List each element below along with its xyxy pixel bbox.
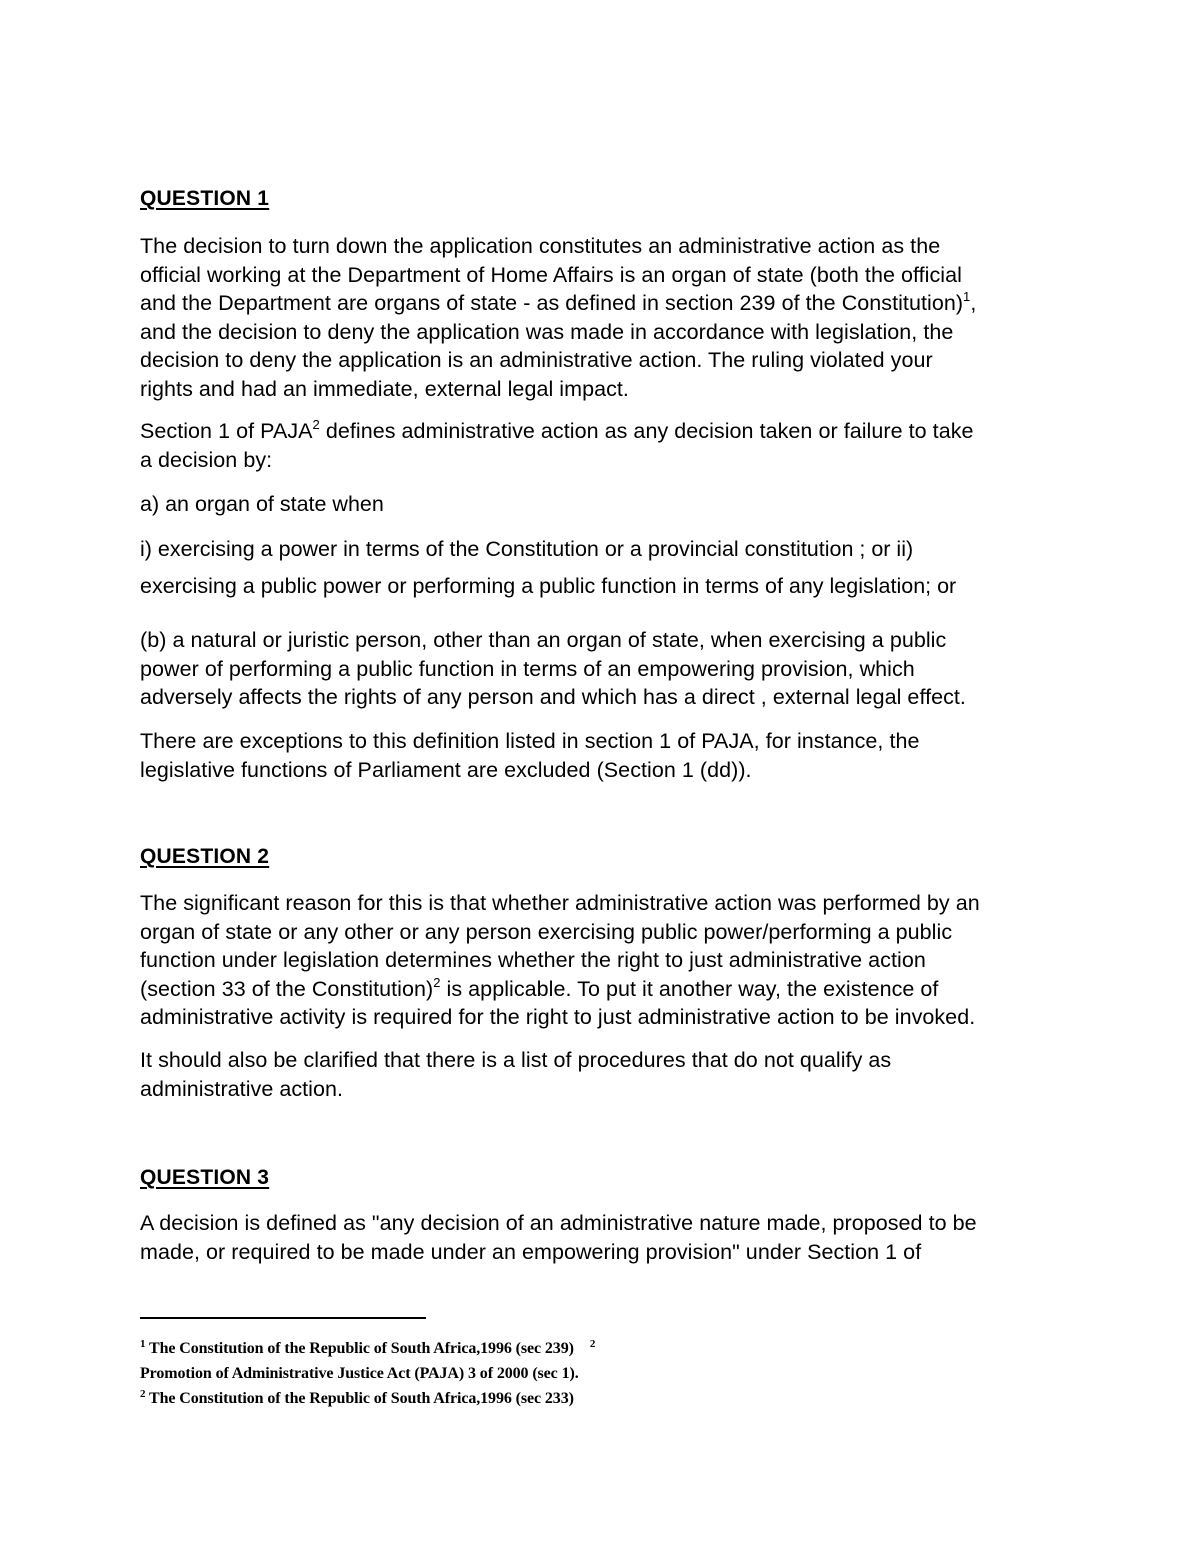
q1-p2-pre: Section 1 of PAJA	[140, 419, 313, 443]
footnote-separator	[140, 1317, 426, 1319]
q1-p3-line-1: There are exceptions to this definition listed in section 1 of PAJA, for instance, the	[140, 729, 920, 753]
q1-p1-line-1: The decision to turn down the application constitutes an administrative action as the	[140, 234, 941, 258]
q1-p3-line-2: legislative functions of Parliament are excluded (Section 1 (dd)).	[140, 757, 752, 782]
q1-paragraph-1	[140, 232, 1060, 403]
q1-item-a: a) an organ of state when	[140, 492, 384, 516]
footnote-1	[140, 1336, 840, 1361]
q2-p1-line-2: organ of state or any other or any person exercising public power/performing a public	[140, 919, 953, 944]
q1-p1-line-3	[140, 289, 1060, 318]
footnote-1-number: 1	[140, 1338, 146, 1350]
q1-item-i: i) exercising a power in terms of the Constitution or a provincial constitution ; or ii)	[140, 537, 914, 561]
q2-p2-line-2: administrative action.	[140, 1076, 344, 1101]
q1-p2-line-1	[140, 417, 1060, 446]
q1-item-b-line-3: adversely affects the rights of any person and which has a direct , external legal effect.	[140, 685, 966, 709]
q1-paragraph-2	[140, 417, 1060, 474]
q1-p1-line-3-text: and the Department are organs of state - as defined in section 239 of the Constitution)	[140, 291, 964, 315]
q2-p1-line-5: administrative activity is required for the right to just administrative action to be invoked.	[140, 1005, 976, 1029]
footnote-2: Promotion of Administrative Justice Act (PAJA) 3 of 2000 (sec 1).	[140, 1365, 579, 1382]
footnote-3	[140, 1386, 840, 1411]
q1-item-b-line-2: power of performing a public function in terms of an empowering provision, which	[140, 656, 915, 681]
q1-p2-post: defines administrative action as any decision taken or failure to take	[319, 419, 974, 443]
q2-p1-line-4-post: is applicable. To put it another way, the existence of	[440, 976, 939, 1001]
footnote-3-text: The Constitution of the Republic of South Africa,1996 (sec 233)	[145, 1390, 574, 1407]
q1-p1-line-4: and the decision to deny the application was made in accordance with legislation, the	[140, 319, 954, 344]
q1-item-b-line-1: (b) a natural or juristic person, other than an organ of state, when exercising a public	[140, 628, 947, 652]
q3-p1-line-1: A decision is defined as "any decision of an administrative nature made, proposed to be	[140, 1211, 977, 1235]
q2-p1-line-4	[140, 975, 1060, 1004]
q1-p2-line-2: a decision by:	[140, 447, 273, 472]
question-3-heading: QUESTION 3	[140, 1166, 270, 1189]
q1-item-ii: exercising a public power or performing a public function in terms of any legislation; or	[140, 574, 957, 598]
q2-paragraph-1	[140, 889, 1060, 1032]
q1-p1-line-5: decision to deny the application is an administrative action. The ruling violated your	[140, 348, 933, 372]
q1-p1-line-3-tail: ,	[970, 291, 977, 315]
q2-paragraph-2	[140, 1046, 1060, 1103]
question-1-heading: QUESTION 1	[140, 187, 270, 210]
q2-p1-line-4-pre: (section 33 of the Constitution)	[140, 976, 434, 1001]
footnote-2-number: 2	[589, 1338, 596, 1350]
footnote-3-number: 2	[140, 1388, 146, 1400]
footnotes	[140, 1336, 840, 1411]
q3-p1-line-2: made, or required to be made under an empowering provision" under Section 1 of	[140, 1239, 922, 1264]
q2-p1-line-3: function under legislation determines whether the right to just administrative action	[140, 948, 926, 972]
footnote-ref-2b[interactable]: 2	[433, 974, 441, 990]
q1-item-b	[140, 626, 1060, 712]
footnote-1-text: The Constitution of the Republic of South Africa,1996 (sec 239)	[145, 1340, 574, 1357]
q1-paragraph-3	[140, 727, 1060, 784]
q1-p1-line-2: official working at the Department of Home Affairs is an organ of state (both the official	[140, 262, 962, 287]
q1-p1-line-6: rights and had an immediate, external legal impact.	[140, 376, 629, 401]
q3-paragraph-1	[140, 1209, 1060, 1266]
footnote-ref-2[interactable]: 2	[312, 417, 320, 432]
question-2-heading: QUESTION 2	[140, 845, 270, 868]
q2-p2-line-1: It should also be clarified that there is a list of procedures that do not qualify as	[140, 1048, 892, 1072]
q2-p1-line-1: The significant reason for this is that whether administrative action was performed by an	[140, 891, 980, 915]
footnote-ref-1[interactable]: 1	[963, 289, 971, 304]
